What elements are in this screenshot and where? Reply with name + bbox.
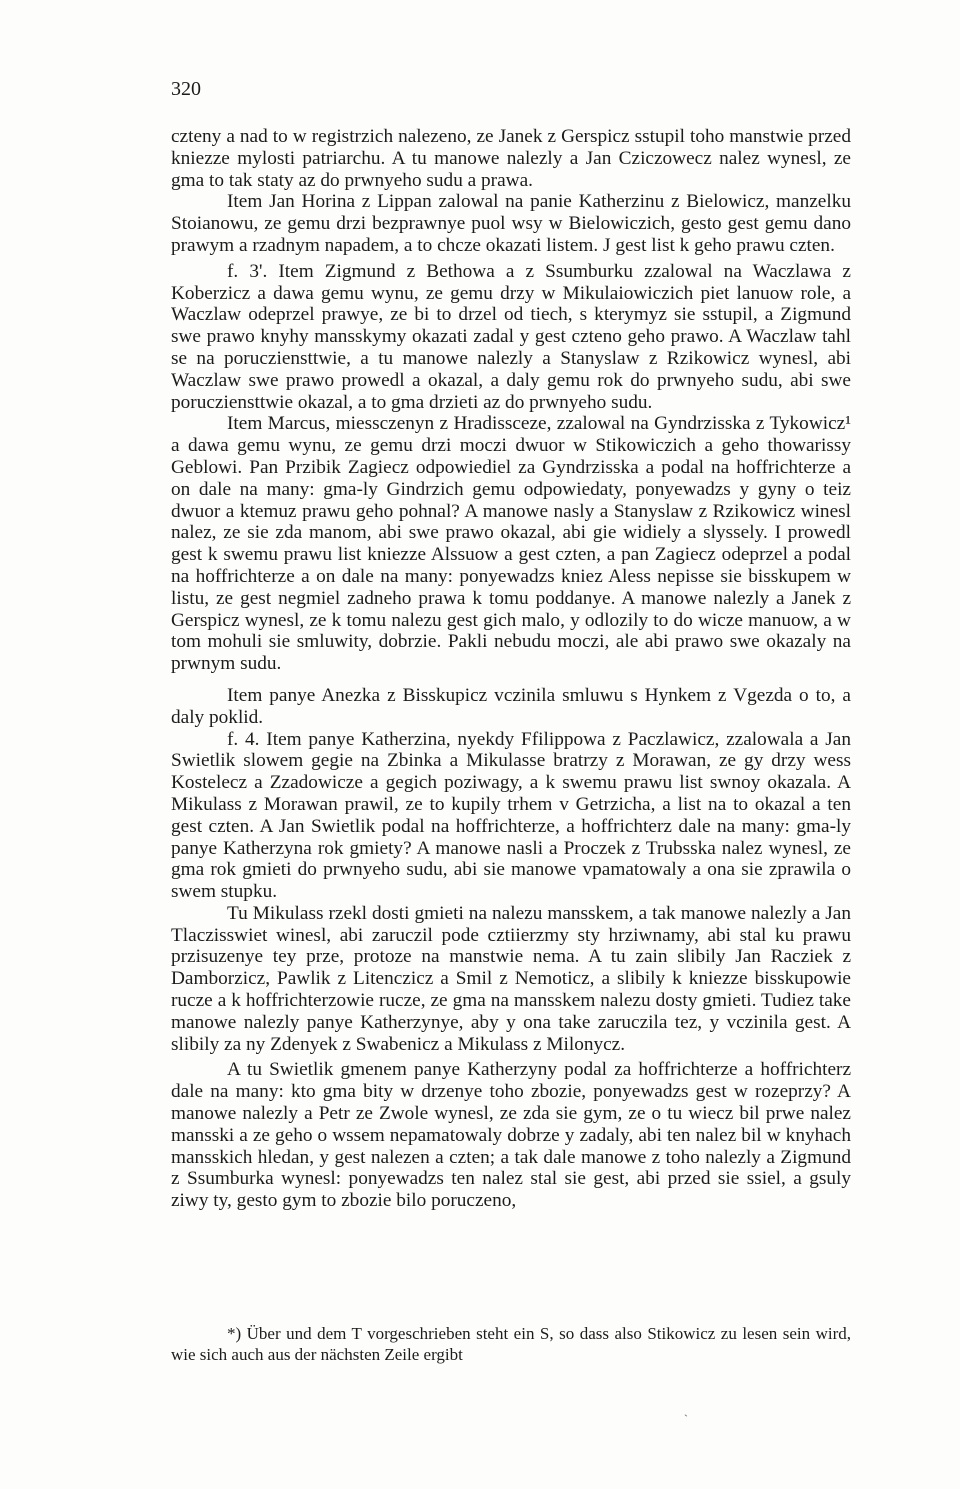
footnote: *) Über und dem T vorgeschrieben steht ein S, so dass also Stikowicz zu lesen sein wird, wie sich auch aus der nächsten Zeile ergibt — [171, 1324, 851, 1364]
paragraph: f. 3'. Item Zigmund z Bethowa a z Ssumburku zzalowal na Waczlawa z Koberzicz a dawa gemu wynu, ze gemu drzy w Mikulaiowiczich piet lanuow role, a Waczlaw odeprzel prawye, ze bi to drzel od tiech, s kterymyz sie sstupil, a Zigmund swe prawo knyhy mansskymy okazati zadal y gest czteno geho prawo. A Waczlaw tahl se na porucziensttwie, a tu manowe nalezly a Stanyslaw z Rzikowicz wynesl, abi Waczlaw swe prawo prowedl a okazal, a daly gemu rok do prwnyeho sudu, abi swe porucziensttwie okazal, a to gma drzieti az do prwnyeho sudu. — [171, 260, 851, 413]
page-number: 320 — [171, 78, 201, 100]
main-text — [171, 126, 851, 1212]
paragraph: Item Marcus, miessczenyn z Hradissceze, zzalowal na Gyndrzisska z Tykowicz¹ a dawa gemu wynu, ze gemu drzi moczi dwuor w Stikowiczich a geho thowarissy Geblowi. Pan Przibik Zagiecz odpowiediel za Gyndrzisska a podal na hoffrichterze a on dale na many: gma-ly Gindrzich gemu odpowiedaty, ponyewadzs y gyny o teiz dwuor a ktemuz prawu geho pohnal? A manowe nasly a Stanyslaw z Rzikowicz winesl nalez, ze sie zda manom, abi swe prawo okazal, abi gie widiely a slyssely. I prowedl gest k swemu prawu list kniezze Alssuow a gest czten, a pan Zagiecz odeprzel a podal na hoffrichterze a on dale na many: ponyewadzs kniez Aless nepisse sie bisskupem w listu, ze gest negmiel zadneho prawa k tomu poddanye. A manowe nalezly a Janek z Gerspicz wynesl, ze k tomu nalezu gest gich malo, y odlozily to do wicze manuow, a w tom mohuli sie smluwity, dobrzie. Pakli nebudu moczi, ale abi prawo swe okazaly na prwnym sudu. — [171, 413, 851, 675]
paragraph: Item panye Anezka z Bisskupicz vczinila smluwu s Hynkem z Vgezda o to, a daly poklid. — [171, 684, 851, 728]
scan-mark: ˎ — [684, 1403, 688, 1417]
paragraph: Item Jan Horina z Lippan zalowal na panie Katherzinu z Bielowicz, manzelku Stoianowu, ze gemu drzi bezprawnye puol wsy w Bielowiczich, gesto gest gemu dano prawym a rzadnym napadem, a to chcze okazati listem. J gest list k geho prawu czten. — [171, 191, 851, 256]
paragraph: f. 4. Item panye Katherzina, nyekdy Ffilippowa z Paczlawicz, zzalowala a Jan Swietlik slowem gegie na Zbinka a Mikulasse bratrzy z Morawan, ze gy drzy wess Kostelecz a Zzadowicze a gegich poziwagy, a k swemu prawu list swnoy okazala. A Mikulass z Morawan prawil, ze to kupily trhem v Getrzicha, a list na to okazal a ten gest czten. A Jan Swietlik podal na hoffrichterze, a hoffrichterz dale na many: gma-ly panye Katherzyna rok gmiety? A manowe nasli a Proczek z Trubsska nalez wynesl, ze gma rok gmieti do prwnyeho sudu, abi sie manowe vpamatowaly a ona sie zprawila o swem stupku. — [171, 728, 851, 903]
paragraph: Tu Mikulass rzekl dosti gmieti na nalezu mansskem, a tak manowe nalezly a Jan Tlaczisswiet winesl, abi zaruczil pode cztiierzmy sty hrziwnamy, abi stal ku prawu przisuzenye tey prze, protoze na manstwie nema. A tu zain slibily Jan Racziek z Damborzicz, Pawlik z Litenczicz a Smil z Nemoticz, a slibily k kniezze bisskupowie rucze a k hoffrichterzowie rucze, ze gma na mansskem nalezu dosty gmieti. Tudiez take manowe nalezly panye Katherzynye, aby y ona take zaruczila tez, y vczinila gest. A slibily za ny Zdenyek z Swabenicz a Mikulass z Milonycz. — [171, 902, 851, 1055]
paragraph: A tu Swietlik gmenem panye Katherzyny podal za hoffrichterze a hoffrichterz dale na many: kto gma bity w drzenye toho zbozie, ponyewadzs gest w rozeprzy? A manowe nalezly a Petr ze Zwole wynesl, ze zda sie gym, ze o tu wiecz bil prwe nalez mansski a ze geho o wssem nepamatowaly dobrze y zadaly, abi ten nalez bil w knyhach mansskich hledan, y gest nalezen a czten; a tak dale manowe z toho nalezly a Zigmund z Ssumburka wynesl: ponyewadzs ten nalez stal sie gest, abi przed sie ssiel, a gsuly ziwy ty, gesto gym to zbozie bilo poruczeno, — [171, 1059, 851, 1212]
paragraph: czteny a nad to w registrzich nalezeno, ze Janek z Gerspicz sstupil toho manstwie przed kniezze mylosti patriarchu. A tu manowe nalezly a Jan Cziczowecz nalez wynesl, ze gma to tak staty az do prwnyeho sudu a prawa. — [171, 126, 851, 191]
